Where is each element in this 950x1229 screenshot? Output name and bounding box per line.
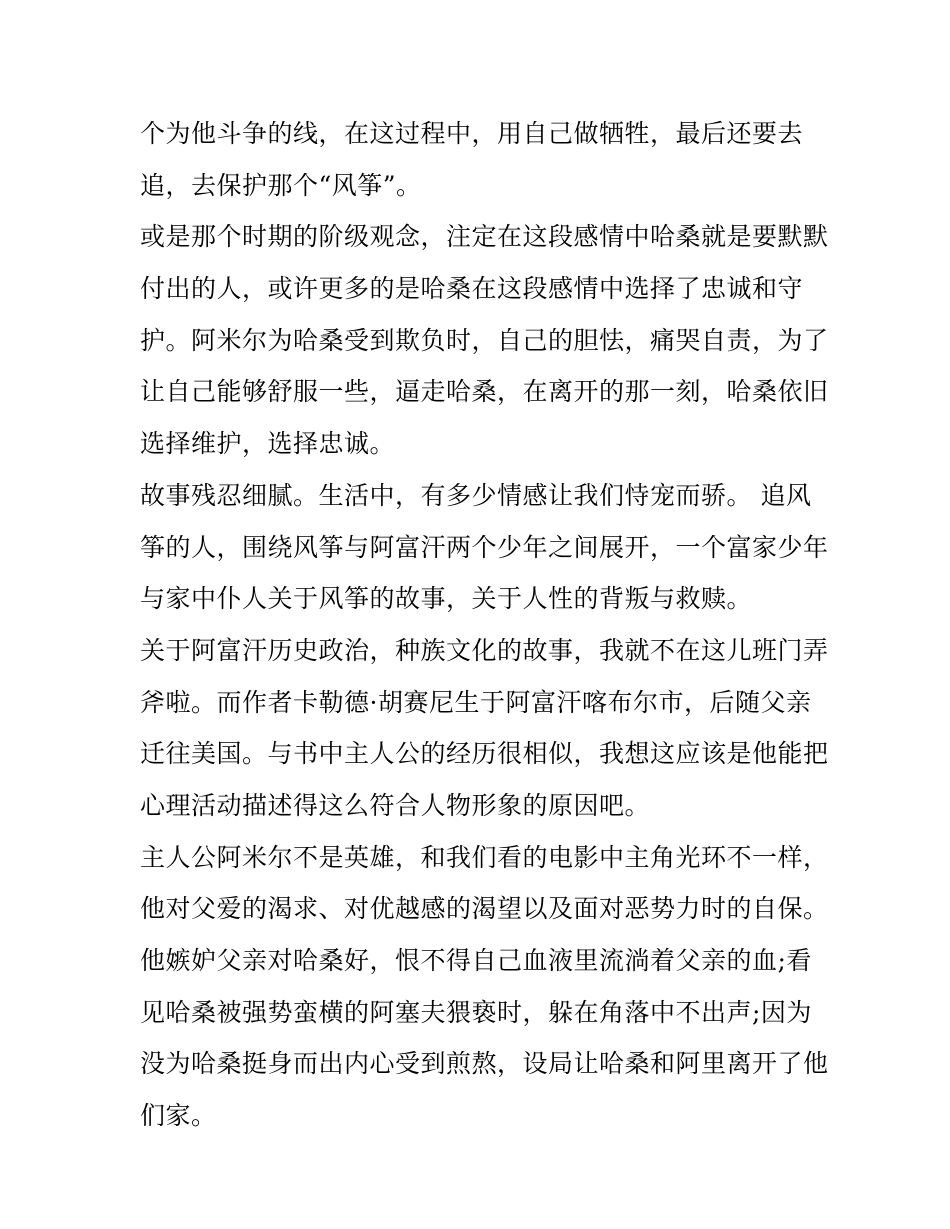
- text-line: 见哈桑被强势蛮横的阿塞夫猥亵时，躲在角落中不出声;因为: [140, 997, 812, 1027]
- text-line: 关于阿富汗历史政治，种族文化的故事，我就不在这儿班门弄: [140, 635, 829, 665]
- text-line: 主人公阿米尔不是英雄，和我们看的电影中主角光环不一样，: [140, 842, 829, 872]
- text-line: 追，去保护那个“风筝”。: [140, 170, 422, 200]
- text-line: 他对父爱的渴求、对优越感的渴望以及面对恶势力时的自保。: [140, 894, 829, 924]
- text-line: 选择维护，选择忠诚。: [140, 429, 396, 459]
- text-line: 与家中仆人关于风筝的故事，关于人性的背叛与救赎。: [140, 584, 753, 614]
- text-line: 没为哈桑挺身而出内心受到煎熬，设局让哈桑和阿里离开了他: [140, 1049, 829, 1079]
- text-line: 他嫉妒父亲对哈桑好，恨不得自己血液里流淌着父亲的血;看: [140, 946, 812, 975]
- text-line: 付出的人，或许更多的是哈桑在这段感情中选择了忠诚和守: [140, 274, 804, 304]
- text-line: 护。阿米尔为哈桑受到欺负时，自己的胆怯，痛哭自责，为了: [140, 325, 829, 355]
- text-line: 们家。: [140, 1101, 217, 1131]
- text-line: 心理活动描述得这么符合人物形象的原因吧。: [140, 790, 651, 820]
- text-line: 筝的人，围绕风筝与阿富汗两个少年之间展开，一个富家少年: [140, 532, 829, 562]
- text-line: 迁往美国。与书中主人公的经历很相似，我想这应该是他能把: [140, 739, 829, 769]
- text-line: 故事残忍细腻。生活中，有多少情感让我们恃宠而骄。 追风: [140, 480, 812, 510]
- text-line: 让自己能够舒服一些，逼走哈桑，在离开的那一刻，哈桑依旧: [140, 377, 829, 407]
- text-line: 个为他斗争的线，在这过程中，用自己做牺牲，最后还要去: [140, 119, 804, 148]
- document-body: [140, 108, 830, 1142]
- text-line: 斧啦。而作者卡勒德·胡赛尼生于阿富汗喀布尔市，后随父亲: [140, 687, 812, 717]
- text-line: 或是那个时期的阶级观念，注定在这段感情中哈桑就是要默默: [140, 222, 829, 252]
